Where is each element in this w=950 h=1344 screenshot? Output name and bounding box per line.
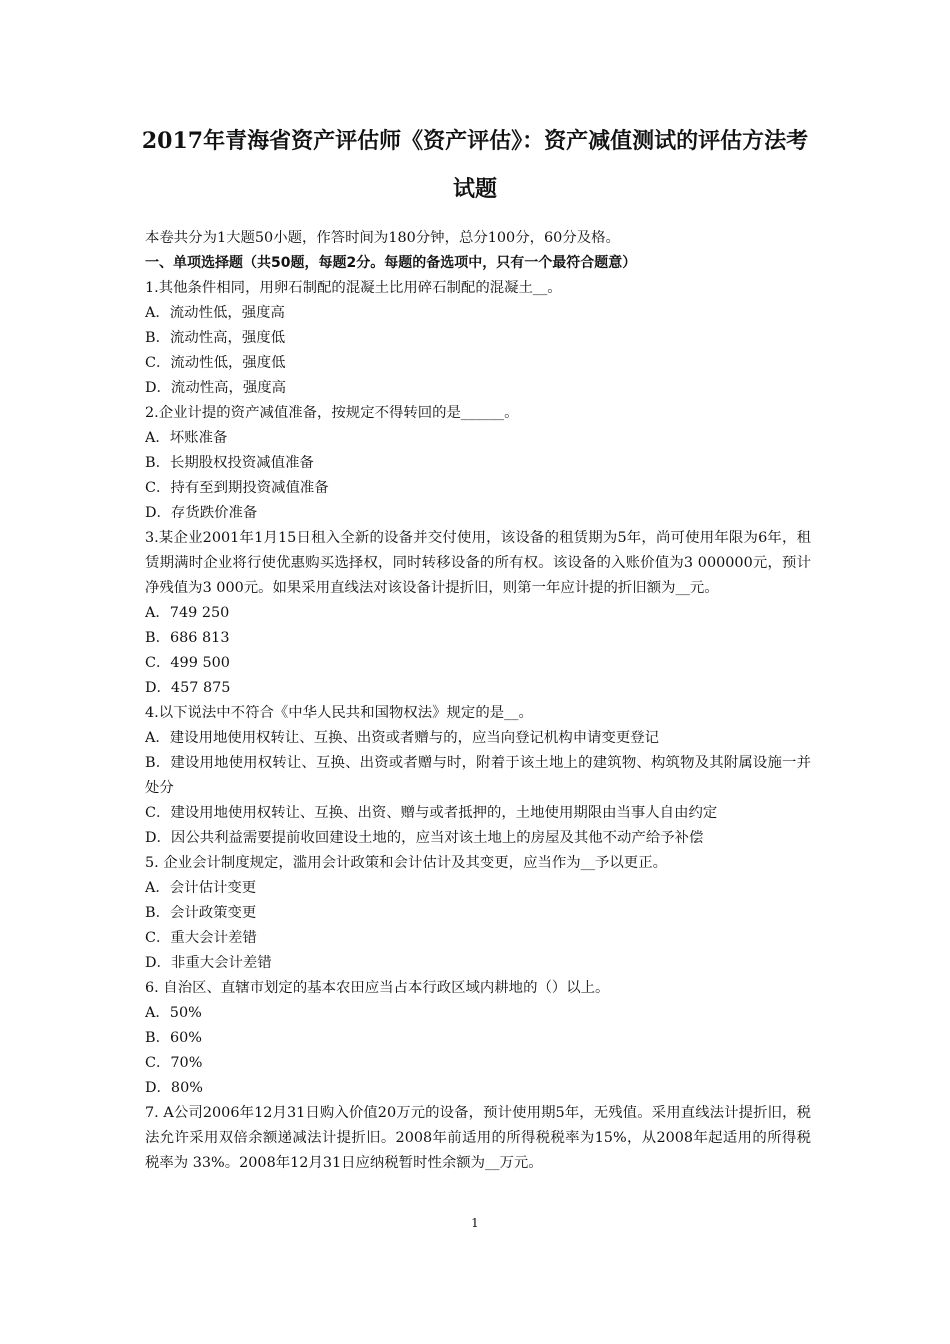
section-heading: 一、单项选择题（共50题，每题2分。每题的备选项中，只有一个最符合题意） xyxy=(145,255,637,271)
question-6-option-c: C．70% xyxy=(145,1055,203,1071)
document-title-line-2: 试题 xyxy=(452,176,497,202)
question-5-stem: 5. 企业会计制度规定，滥用会计政策和会计估计及其变更，应当作为__予以更正。 xyxy=(145,855,667,871)
question-5-option-d: D．非重大会计差错 xyxy=(145,955,272,971)
question-3-option-a: A．749 250 xyxy=(145,605,230,621)
question-6-stem: 6. 自治区、直辖市划定的基本农田应当占本行政区域内耕地的（）以上。 xyxy=(145,980,610,996)
question-2-option-b: B．长期股权投资减值准备 xyxy=(145,455,314,471)
question-6-option-b: B．60% xyxy=(145,1030,202,1046)
question-1-stem: 1.其他条件相同，用卵石制配的混凝土比用碎石制配的混凝土__。 xyxy=(145,280,562,296)
question-1-option-b: B．流动性高，强度低 xyxy=(145,330,286,346)
question-3-stem: 3.某企业2001年1月15日租入全新的设备并交付使用，该设备的租赁期为5年，尚可使用年限为6年，租赁期满时企业将行使优惠购买选择权，同时转移设备的所有权。该设备的入账价值为3 000000元，预计净残值为3 000元。如果采用直线法对该设备计提折旧，则第一年应计提的折旧额为__元。 xyxy=(145,530,811,596)
question-6-option-d: D．80% xyxy=(145,1080,203,1096)
question-7-stem: 7. A公司2006年12月31日购入价值20万元的设备，预计使用期5年，无残值。采用直线法计提折旧，税法允许采用双倍余额递减法计提折旧。2008年前适用的所得税税率为15%，从2008年起适用的所得税税率为 33%。2008年12月31日应纳税暂时性余额为__万元。 xyxy=(145,1105,811,1171)
question-4-stem: 4.以下说法中不符合《中华人民共和国物权法》规定的是__。 xyxy=(145,705,533,721)
question-2-option-a: A．坏账准备 xyxy=(145,430,228,446)
question-2-option-d: D．存货跌价准备 xyxy=(145,505,258,521)
question-1-option-a: A．流动性低，强度高 xyxy=(145,305,285,321)
question-3-option-c: C．499 500 xyxy=(145,655,230,671)
question-4-option-b: B．建设用地使用权转让、互换、出资或者赠与时，附着于该土地上的建筑物、构筑物及其附属设施一并处分 xyxy=(145,755,811,796)
question-1-option-c: C．流动性低，强度低 xyxy=(145,355,286,371)
document-title-line-1: 2017年青海省资产评估师《资产评估》：资产减值测试的评估方法考 xyxy=(141,128,809,154)
question-4-option-a: A．建设用地使用权转让、互换、出资或者赠与的，应当向登记机构申请变更登记 xyxy=(145,730,660,746)
document-body xyxy=(145,226,811,1176)
question-4-option-c: C．建设用地使用权转让、互换、出资、赠与或者抵押的，土地使用期限由当事人自由约定 xyxy=(145,805,718,821)
question-4-option-d: D．因公共利益需要提前收回建设土地的，应当对该土地上的房屋及其他不动产给予补偿 xyxy=(145,830,704,846)
question-5-option-b: B．会计政策变更 xyxy=(145,905,257,921)
question-3-option-d: D．457 875 xyxy=(145,680,231,696)
question-6-option-a: A．50% xyxy=(145,1005,202,1021)
question-2-stem: 2.企业计提的资产减值准备，按规定不得转回的是______。 xyxy=(145,405,519,421)
question-3-option-b: B．686 813 xyxy=(145,630,230,646)
exam-intro: 本卷共分为1大题50小题，作答时间为180分钟，总分100分，60分及格。 xyxy=(145,230,620,246)
question-5-option-c: C．重大会计差错 xyxy=(145,930,257,946)
question-5-option-a: A．会计估计变更 xyxy=(145,880,257,896)
question-2-option-c: C．持有至到期投资减值准备 xyxy=(145,480,329,496)
page-number: 1 xyxy=(471,1216,479,1230)
question-1-option-d: D．流动性高，强度高 xyxy=(145,380,287,396)
